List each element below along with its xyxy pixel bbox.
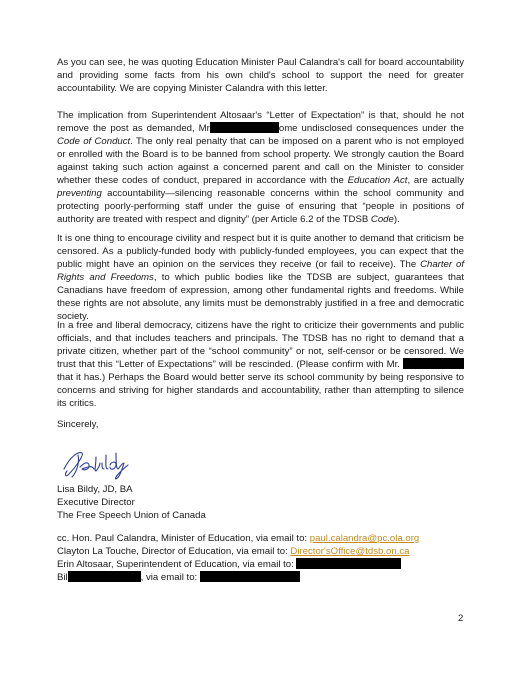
paragraph-2 <box>57 109 464 226</box>
signature-image <box>58 447 138 481</box>
redaction-box <box>403 358 464 369</box>
cc-line-2 <box>57 545 477 558</box>
cc-line-4-text-b: , via email to: <box>140 572 198 583</box>
paragraph-3 <box>57 232 464 323</box>
preventing-italic: preventing <box>57 188 102 199</box>
redaction-box <box>210 122 279 133</box>
cc-email-link-1[interactable]: paul.calandra@pc.ola.org <box>309 533 420 544</box>
cc-line-4-text-a: Bil <box>57 572 68 583</box>
redaction-box <box>200 571 300 582</box>
paragraph-2-text-d: . The only real penalty that can be imposed on a parent who is not employed or enrolled with the Board is to be banned from school property. We strongly caution the Board against taking such action against a concerned parent and call on the Minister to consider whether these codes of conduct, prepared in accordance with the <box>57 136 465 186</box>
paragraph-4 <box>57 319 464 410</box>
cc-block <box>57 532 477 584</box>
cc-email-link-2[interactable]: Director'sOffice@tdsb.on.ca <box>290 546 410 557</box>
signatory-title: Executive Director <box>57 497 135 508</box>
closing <box>57 418 464 431</box>
paragraph-1 <box>57 56 464 95</box>
signatory-name: Lisa Bildy, JD, BA <box>57 484 133 495</box>
cc-line-1 <box>57 532 477 545</box>
closing-text: Sincerely, <box>57 419 99 430</box>
page-number: 2 <box>458 613 464 624</box>
cc-line-3 <box>57 558 477 571</box>
paragraph-4-text-a: In a free and liberal democracy, citizens have the right to criticize their governments and public officials, and that includes teachers and principals. The TDSB has no right to demand that a private citizen, whether part of the “school community” or not, self-censor or be censored. We trust that this “Letter of Expectations” will be rescinded. (Please confirm with Mr. <box>57 320 464 370</box>
signature-block <box>57 483 464 522</box>
cc-line-1-text: cc. Hon. Paul Calandra, Minister of Education, via email to: <box>57 533 310 544</box>
paragraph-3-text-a: It is one thing to encourage civility and respect but it is quite another to demand that criticism be censored. As a publicly-funded body with publicly-funded employees, you can expect that the public might have an opinion on the services they receive (or fail to receive). The <box>57 233 464 270</box>
code-of-conduct-italic: Code of Conduct <box>57 136 131 147</box>
redaction-box <box>296 558 401 569</box>
paragraph-2-text-b: ome undisclosed consequences under the <box>278 123 464 134</box>
cc-line-3-text: Erin Altosaar, Superintendent of Education, via email to: <box>57 559 294 570</box>
paragraph-2-text-h: accountability—silencing reasonable concerns within the school community and protecting poorly-performing staff under the guise of ensuring that “people in positions of authority are treated with respect and dignity” (per Article 6.2 of the TDSB <box>57 188 464 225</box>
paragraph-2-text-f: , are actually <box>407 175 464 186</box>
paragraph-2-text-a: The implication from Superintendent Altosaar's “Letter of Expectation” is that, should he not remove the post as demanded, Mr <box>57 110 464 134</box>
code-italic: Code <box>370 214 394 225</box>
education-act-italic: Education Act <box>347 175 408 186</box>
paragraph-1-text: As you can see, he was quoting Education Minister Paul Calandra's call for board accountability and providing some facts from his own child's school to support the need for greater accountability. We are copying Minister Calandra with this letter. <box>57 57 464 94</box>
signatory-organization: The Free Speech Union of Canada <box>57 510 206 521</box>
cc-line-4 <box>57 571 477 584</box>
paragraph-4-text-b: that it has.) Perhaps the Board would better serve its school community by being responsive to concerns and striving for higher standards and accountability, rather than attempting to silence its critics. <box>57 372 464 409</box>
paragraph-2-text-j: ). <box>393 214 400 225</box>
redaction-box <box>68 571 141 582</box>
paragraph-3-text-c: , to which public bodies like the TDSB are subject, guarantees that Canadians have freedom of expression, among other fundamental rights and freedoms. While these rights are not absolute, any limits must be demonstrably justified in a free and democratic society. <box>57 272 465 322</box>
charter-italic: Charter of Rights and Freedoms <box>57 259 464 283</box>
cc-line-2-text: Clayton La Touche, Director of Education, via email to: <box>57 546 291 557</box>
